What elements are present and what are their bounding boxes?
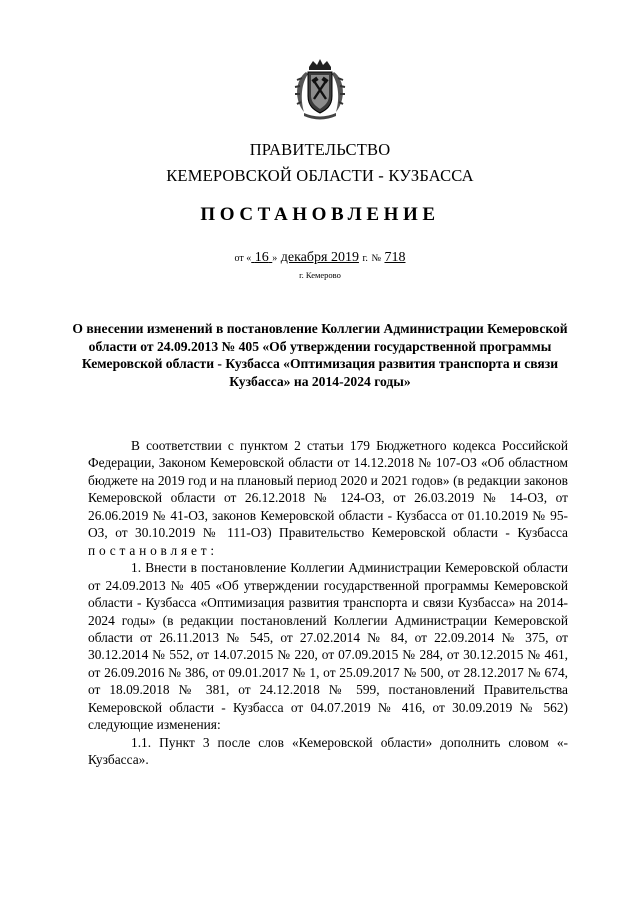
document-type-heading: ПОСТАНОВЛЕНИЕ: [200, 204, 440, 225]
body-paragraph-item-1-1: 1.1. Пункт 3 после слов «Кемеровской области» дополнить словом «- Кузбасса».: [88, 734, 568, 768]
coat-of-arms-emblem: [292, 58, 348, 122]
document-title: О внесении изменений в постановление Коллегии Администрации Кемеровской области от 24.09.2013 № 405 «Об утверждении государственной программы Кемеровской области - Кузбасса «Оптимизация развития транспорта и связи Кузбасса» на 2014-2024 годы»: [72, 321, 568, 389]
document-number: 718: [384, 250, 406, 265]
date-day-close: »: [272, 253, 278, 264]
document-body: [88, 437, 568, 769]
body-paragraph-basis: В соответствии с пунктом 2 статьи 179 Бюджетного кодекса Российской Федерации, Законом Кемеровской области от 14.12.2018 № 107-ОЗ «Об областном бюджете на 2019 год и на плановый период 2020 и 2021 годов» (в редакции законов Кемеровской области от 26.12.2018 № 124-ОЗ, от 26.03.2019 № 14-ОЗ, от 26.06.2019 № 41-ОЗ, законов Кемеровской области - Кузбасса от 01.10.2019 № 95-ОЗ, от 30.10.2019 № 111-ОЗ) Правительство Кемеровской области - Кузбасса постановляет:: [88, 438, 568, 558]
resolves-word: постановляет:: [88, 542, 218, 558]
date-year-suffix: г.: [362, 253, 368, 264]
number-sign: №: [371, 253, 381, 264]
government-name-line2: КЕМЕРОВСКОЙ ОБЛАСТИ - КУЗБАССА: [166, 166, 474, 185]
date-prefix: от «: [234, 253, 252, 264]
document-dateline: [0, 250, 640, 266]
body-paragraph-item-1: 1. Внести в постановление Коллегии Администрации Кемеровской области от 24.09.2013 № 405 «Об утверждении государственной программы Кемеровской области - Кузбасса «Оптимизация развития транспорта и связи Кузбасса» на 2014-2024 годы» (в редакции постановлений Коллегии Администрации Кемеровской области от 26.11.2013 № 545, от 27.02.2014 № 84, от 22.09.2014 № 375, от 30.12.2014 № 552, от 14.07.2015 № 220, от 07.09.2015 № 284, от 30.12.2015 № 461, от 26.09.2016 № 386, от 09.01.2017 № 1, от 25.09.2017 № 500, от 28.12.2017 № 674, от 18.09.2018 № 381, от 24.12.2018 № 599, постановлений Правительства Кемеровской области - Кузбасса от 04.07.2019 № 416, от 30.09.2019 № 562) следующие изменения:: [88, 560, 568, 733]
government-name-line1: ПРАВИТЕЛЬСТВО: [249, 140, 391, 159]
date-month-year: декабря 2019: [280, 250, 359, 265]
document-city: г. Кемерово: [299, 270, 341, 280]
date-day: 16: [254, 250, 269, 265]
